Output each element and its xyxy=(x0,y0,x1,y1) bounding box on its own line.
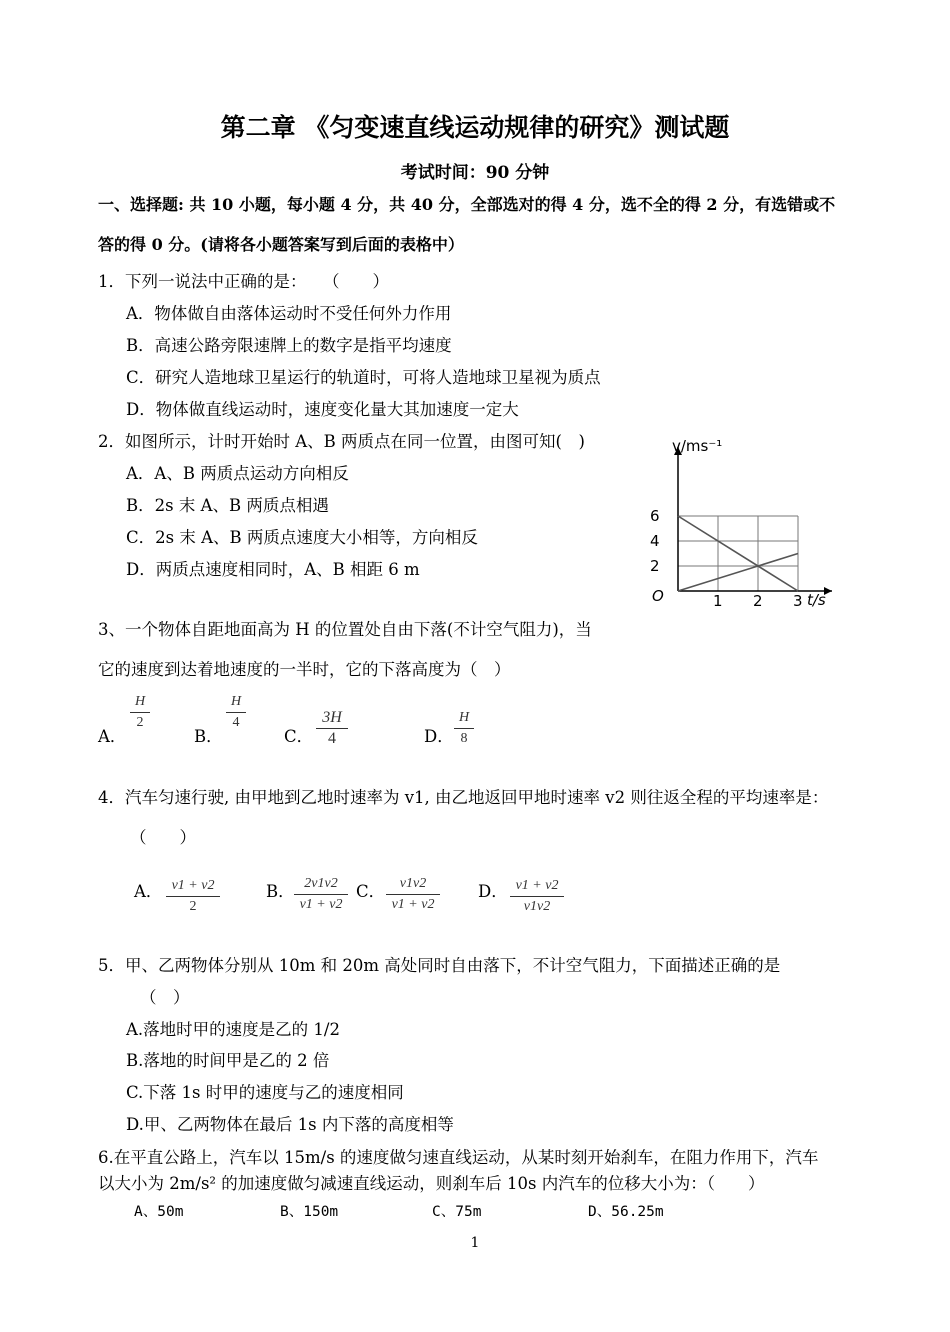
exam-time: 考试时间：90 分钟 xyxy=(400,163,550,183)
q3-label-c: C． xyxy=(284,727,314,746)
q1-option-c: C．研究人造地球卫星运行的轨道时，可将人造地球卫星视为质点 xyxy=(126,368,601,387)
q3-line1: 3、一个物体自距地面高为 H 的位置处自由下落(不计空气阻力)，当 xyxy=(98,620,592,639)
q5-option-b: B.落地的时间甲是乙的 2 倍 xyxy=(126,1051,330,1070)
y-tick-label: 2 xyxy=(650,557,660,575)
q5-option-d: D.甲、乙两物体在最后 1s 内下落的高度相等 xyxy=(126,1115,454,1134)
q1-stem: 1．下列一说法中正确的是： （ ） xyxy=(98,272,389,291)
q3-label-d: D． xyxy=(424,727,454,746)
y-tick-label: 6 xyxy=(650,507,660,525)
q4-label-b: B． xyxy=(266,882,295,901)
y-tick-label: 4 xyxy=(650,532,660,550)
q5-option-a: A.落地时甲的速度是乙的 1/2 xyxy=(126,1020,340,1039)
q1-option-a: A．物体做自由落体运动时不受任何外力作用 xyxy=(126,304,452,323)
q2-stem: 2．如图所示，计时开始时 A、B 两质点在同一位置，由图可知( ) xyxy=(98,432,585,451)
q6-line2: 以大小为 2m/s² 的加速度做匀减速直线运动，则刹车后 10s 内汽车的位移大小为：（ ） xyxy=(98,1174,765,1193)
section-instruction-line2: 答的得 0 分。(请将各小题答案写到后面的表格中） xyxy=(98,235,464,254)
y-axis-label: v/ms⁻¹ xyxy=(672,437,723,455)
q5-answer-paren: （ ） xyxy=(140,988,190,1007)
q3-line2: 它的速度到达着地速度的一半时，它的下落高度为（ ） xyxy=(98,660,511,679)
q3-label-a: A． xyxy=(98,727,127,746)
series-line-b xyxy=(678,554,798,592)
q6-option-a: A、50m xyxy=(134,1204,184,1220)
q4-fraction-c: $\frac{v1v2}{v1 + v2}$ xyxy=(386,874,440,915)
q4-label-d: D． xyxy=(478,882,508,901)
page-number: 1 xyxy=(470,1235,480,1251)
q4-fraction-d: $\frac{v1 + v2}{v1v2}$ xyxy=(510,876,564,917)
q5-option-c: C.下落 1s 时甲的速度与乙的速度相同 xyxy=(126,1083,404,1102)
x-tick-label: 3 xyxy=(793,592,803,610)
q6-option-d: D、56.25m xyxy=(588,1204,664,1220)
velocity-time-graph xyxy=(640,425,850,615)
q1-option-d: D．物体做直线运动时，速度变化量大其加速度一定大 xyxy=(126,400,519,419)
x-tick-label: 1 xyxy=(713,592,723,610)
q4-fraction-a: $\frac{v1 + v2}{2}$ xyxy=(166,876,220,917)
q3-fraction-c: $\frac{3H}{4}$ xyxy=(316,708,348,749)
q3-fraction-d: $\frac{H}{8}$ xyxy=(454,708,474,749)
q6-option-b: B、150m xyxy=(280,1204,339,1220)
section-instruction-line1: 一、选择题: 共 10 小题，每小题 4 分，共 40 分，全部选对的得 4 分，选不全的得 2 分，有选错或不 xyxy=(98,195,836,214)
q2-option-b: B．2s 末 A、B 两质点相遇 xyxy=(126,496,329,515)
q3-label-b: B． xyxy=(194,727,223,746)
q3-fraction-b: $\frac{H}{4}$ xyxy=(226,692,246,733)
q5-stem: 5．甲、乙两物体分别从 10m 和 20m 高处同时自由落下，不计空气阻力，下面描述正确的是 xyxy=(98,956,781,975)
x-tick-label: 2 xyxy=(753,592,763,610)
q6-line1: 6.在平直公路上，汽车以 15m/s 的速度做匀速直线运动，从某时刻开始刹车，在阻力作用下，汽车 xyxy=(98,1148,819,1167)
q4-label-a: A． xyxy=(134,882,163,901)
q6-option-c: C、75m xyxy=(432,1204,482,1220)
q4-label-c: C． xyxy=(356,882,386,901)
q4-fraction-b: $\frac{2v1v2}{v1 + v2}$ xyxy=(294,874,348,915)
q2-option-a: A．A、B 两质点运动方向相反 xyxy=(126,464,349,483)
q4-stem: 4．汽车匀速行驶, 由甲地到乙地时速率为 v1, 由乙地返回甲地时速率 v2 则往返全程的平均速率是： xyxy=(98,788,829,807)
q2-option-d: D．两质点速度相同时，A、B 相距 6 m xyxy=(126,560,420,579)
series-line-a xyxy=(678,516,798,591)
page-title: 第二章 《匀变速直线运动规律的研究》测试题 xyxy=(220,113,730,142)
q2-option-c: C．2s 末 A、B 两质点速度大小相等，方向相反 xyxy=(126,528,478,547)
x-axis-label: t/s xyxy=(807,591,826,609)
origin-label: O xyxy=(652,587,664,605)
q1-option-b: B．高速公路旁限速牌上的数字是指平均速度 xyxy=(126,336,452,355)
q3-fraction-a: $\frac{H}{2}$ xyxy=(130,692,150,733)
q4-answer-paren: （ ） xyxy=(130,828,196,847)
